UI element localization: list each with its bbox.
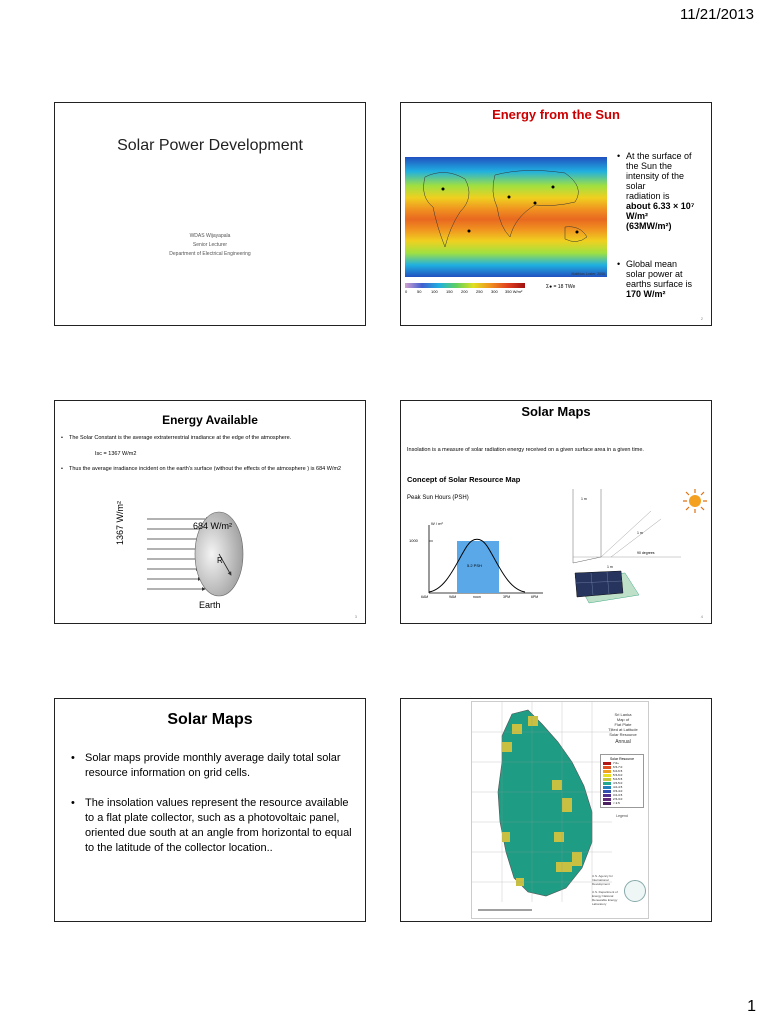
map-annual-label: Annual — [615, 739, 631, 745]
legend-label: 4.5-5.0 — [613, 781, 623, 785]
dim-label: 1 m — [581, 497, 587, 501]
legend-title: Solar Resource — [609, 757, 635, 761]
sri-lanka-solar-map — [471, 701, 649, 919]
legend-label: 4.0-4.5 — [613, 785, 623, 789]
slide-4 — [400, 400, 712, 624]
doe-credit: U.S. Department of Energy National Renewable Energy Laboratory — [592, 890, 618, 906]
legend-swatch — [603, 786, 611, 789]
slide-6 — [400, 698, 712, 922]
map-legend — [600, 754, 644, 808]
bullet-item: • The insolation values represent the resource available to a flat plate collector, such as a photovoltaic panel, oriented due south at an angle from horizontal to equal to the latitude of the collector location.. — [71, 797, 352, 854]
psh-label: Peak Sun Hours (PSH) — [407, 495, 469, 501]
slide-title: Energy from the Sun — [492, 107, 620, 122]
bullet-line: intensity of the — [626, 171, 685, 181]
legend-label: < 2.5 — [613, 801, 620, 805]
legend-label: 3.5-4.0 — [613, 789, 623, 793]
x-tick: 6PM — [531, 595, 539, 599]
irradiance-1367-label: 1367 W/m² — [115, 500, 125, 545]
intro-text: Insolation is a measure of solar radiation energy received on a given surface area in a given time. — [407, 447, 644, 453]
psh-chart — [407, 521, 547, 607]
bullet-text: The insolation values represent the resource available to a flat plate collector, such as a photovoltaic panel, oriented due south at an angle from horizontal to equal to the latitude of the collector location.. — [85, 797, 352, 854]
slide-3 — [54, 400, 366, 624]
map-title-line: Sri Lanka — [614, 712, 632, 717]
chart-ylabel: W / m² — [431, 521, 443, 526]
legend-label: 6.5-7.0 — [613, 765, 623, 769]
bullet-item: • Global mean solar power at earths surface is 170 W/m² — [617, 259, 707, 299]
bullet-item: • Solar maps provide monthly average daily total solar resource information on grid cells. — [71, 752, 341, 779]
earth-irradiance-figure — [115, 500, 261, 613]
bullet-text: Thus the average irradiance incident on the earth's surface (without the effects of the atmosphere ) is 684 W/m2 — [69, 466, 342, 472]
slide-title: Solar Maps — [521, 404, 591, 419]
legend-label: 7.0+ — [613, 761, 619, 765]
slide-title: Energy Available — [162, 413, 258, 427]
legend-swatch — [603, 770, 611, 773]
color-scale-ticks — [405, 289, 535, 295]
author-department: Department of Electrical Engineering — [169, 251, 251, 257]
legend-swatch — [603, 798, 611, 801]
map-title — [598, 712, 648, 745]
author-name: WDAS Wijayapala — [189, 233, 231, 239]
legend-label: 5.5-6.0 — [613, 773, 623, 777]
slide-5 — [54, 698, 366, 922]
scale-tick: 300 — [491, 289, 498, 294]
map-title-line: Tilted at Latitude — [608, 727, 638, 732]
x-tick: 9AM — [449, 595, 457, 599]
isc-formula: Isc = 1367 W/m2 — [95, 451, 137, 457]
legend-label: 6.0-6.5 — [613, 769, 623, 773]
scale-tick: 350 W/m² — [505, 289, 523, 294]
panel-diagram — [561, 485, 711, 611]
legend-row — [603, 801, 641, 805]
slide-1 — [54, 102, 366, 326]
sigma-label: Σ● = 18 TWe — [546, 284, 576, 290]
scale-tick: 200 — [461, 289, 468, 294]
legend-label: 2.5-3.0 — [613, 797, 623, 801]
x-tick: 3PM — [503, 595, 511, 599]
legend-label: 5.0-5.5 — [613, 777, 623, 781]
slide-number: 3 — [354, 614, 357, 619]
usaid-credit: U.S. Agency for International Development — [592, 874, 613, 886]
bullet-line: the Sun the — [626, 161, 673, 171]
chart-y1000: 1000 — [409, 538, 418, 543]
map-title-line: Map of — [616, 717, 630, 722]
slide-title: Solar Maps — [167, 711, 253, 728]
slide-number: 4 — [700, 614, 703, 619]
nrel-logo-icon — [624, 880, 646, 902]
x-tick: 6AM — [421, 595, 429, 599]
slide-number: 2 — [700, 316, 703, 321]
x-tick: noon — [473, 595, 481, 599]
scale-tick: 250 — [476, 289, 483, 294]
legend-swatch — [603, 762, 611, 765]
bullet-line: W/m² — [626, 211, 648, 221]
page-date: 11/21/2013 — [680, 6, 754, 23]
legend-swatch — [603, 766, 611, 769]
map-title-line: Flat Plate — [614, 722, 632, 727]
scale-tick: 100 — [431, 289, 438, 294]
legend-label: 3.0-3.5 — [613, 793, 623, 797]
legend-swatch — [603, 778, 611, 781]
bullet-text: The Solar Constant is the average extraterrestrial irradiance at the edge of the atmosphere. — [69, 435, 292, 441]
author-role: Senior Lecturer — [192, 242, 228, 248]
bullet-list — [617, 151, 707, 299]
legend-swatch — [603, 774, 611, 777]
slide-2 — [400, 102, 712, 326]
bullet-line: solar power at — [626, 269, 683, 279]
page-number: 1 — [747, 998, 756, 1015]
bullet-item: • At the surface of the Sun the intensity of the solar radiation is about 6.33 × 10⁷ W/m² (63MW/m²) — [617, 151, 707, 231]
legend-swatch — [603, 782, 611, 785]
bullet-line: about 6.33 × 10⁷ — [626, 201, 695, 211]
bullet-line: solar — [626, 181, 646, 191]
legend-swatch — [603, 790, 611, 793]
bullet-item: • Thus the average irradiance incident on the earth's surface (without the effects of the atmosphere ) is 684 W/m2 — [61, 466, 342, 472]
scale-tick: 0 — [405, 289, 408, 294]
radius-label: R — [217, 556, 223, 565]
bullet-text: Solar maps provide monthly average daily total solar resource information on grid cells. — [85, 752, 341, 779]
legend-swatch — [603, 794, 611, 797]
world-irradiance-map — [405, 157, 607, 277]
bullet-item: • The Solar Constant is the average extraterrestrial irradiance at the edge of the atmosphere. — [61, 435, 292, 441]
bullet-line: 170 W/m² — [626, 289, 666, 299]
bullet-line: Global mean — [626, 259, 678, 269]
earth-label: Earth — [199, 600, 221, 610]
bullet-line: earths surface is — [626, 279, 693, 289]
angle-label: 90 degrees — [637, 551, 655, 555]
irradiance-684-label: 684 W/m² — [193, 521, 233, 531]
map-credit: Matthias Loster, 2006 — [571, 272, 605, 276]
color-scale-bar — [405, 283, 525, 288]
scale-tick: 150 — [446, 289, 453, 294]
dim-label: 1 m — [607, 565, 613, 569]
slide-title: Solar Power Development — [117, 137, 303, 154]
map-title-line: Solar Resource — [609, 732, 637, 737]
legend-swatch — [603, 802, 611, 805]
bullet-list — [71, 751, 356, 856]
legend2-label: Legend — [616, 814, 628, 818]
bullet-list — [61, 435, 357, 473]
subtitle: Concept of Solar Resource Map — [407, 475, 521, 484]
psh-box-label: 5.2 PSH — [467, 563, 482, 568]
scale-tick: 50 — [417, 289, 422, 294]
bullet-line: (63MW/m²) — [626, 221, 672, 231]
bullet-line: radiation is — [626, 191, 670, 201]
bullet-line: At the surface of — [626, 151, 692, 161]
dim-label: 1 m — [637, 531, 643, 535]
